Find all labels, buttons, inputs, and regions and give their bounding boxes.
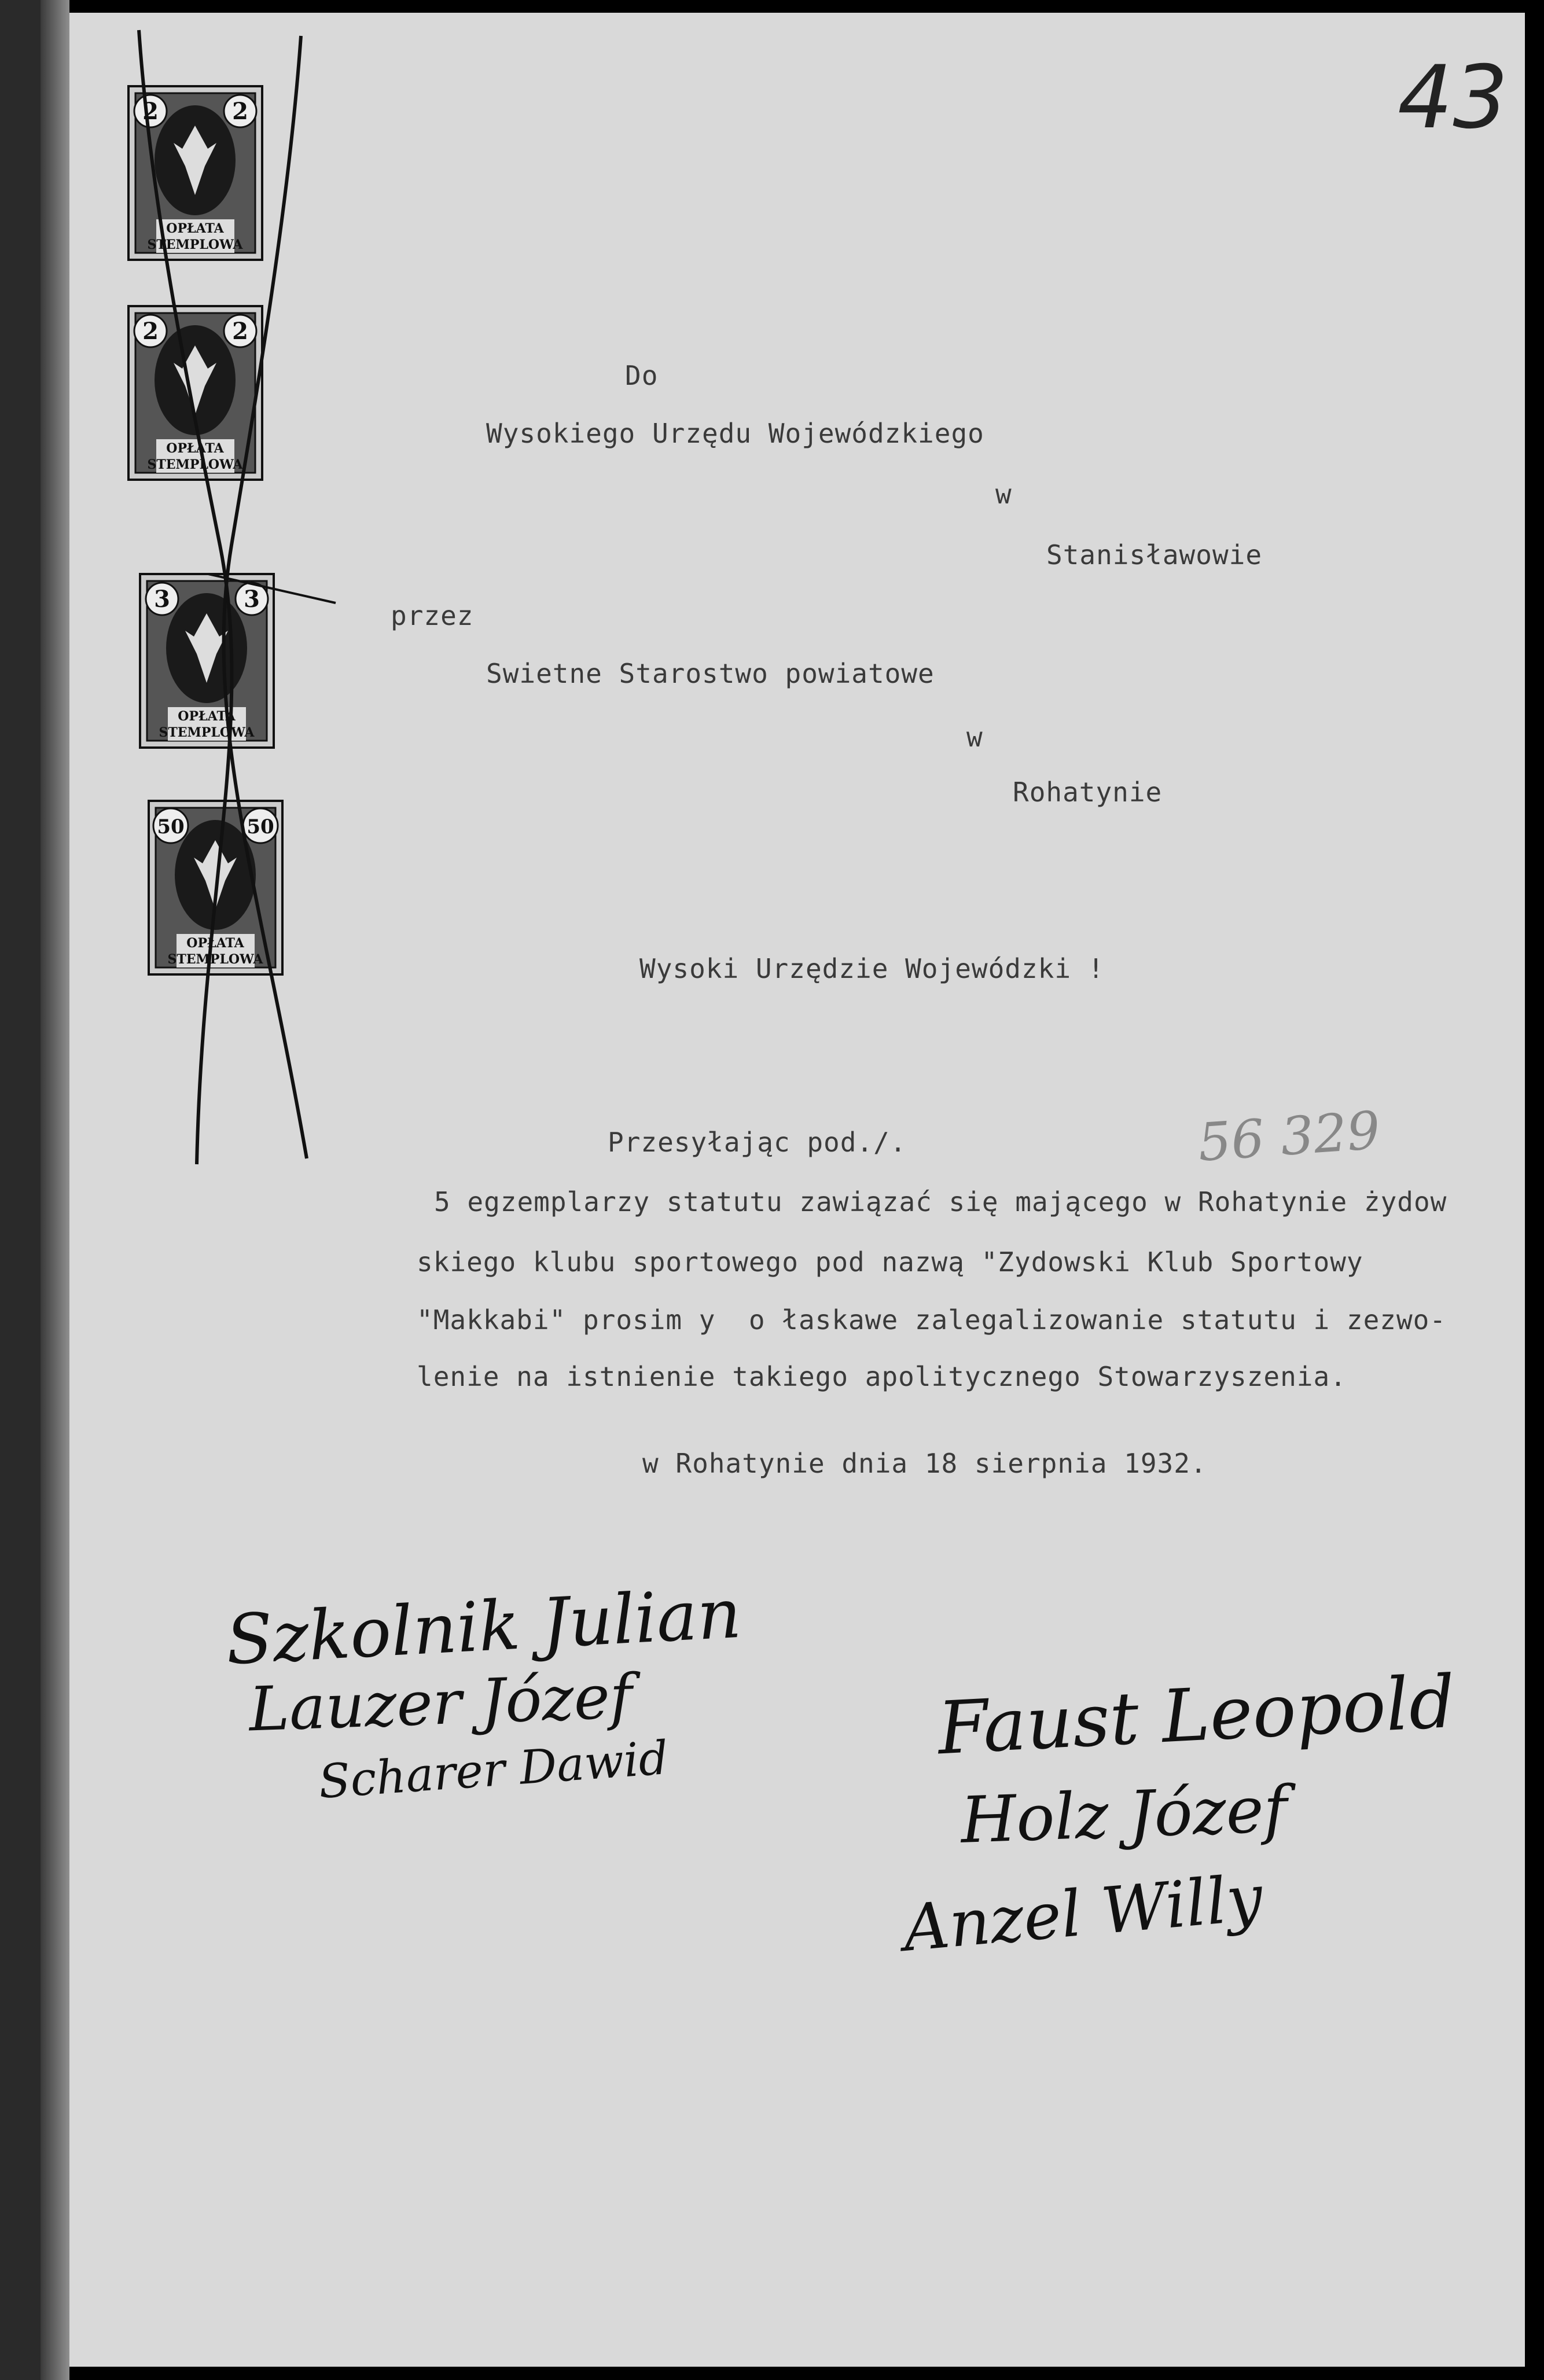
scan-left-edge xyxy=(0,0,69,2380)
body-line-4: "Makkabi" prosim y o łaskawe zalegalizowanie statutu i zezwo- xyxy=(417,1304,1447,1336)
body-line-5: lenie na istnienie takiego apolitycznego Stowarzyszenia. xyxy=(417,1361,1347,1392)
svg-text:STEMPLOWA: STEMPLOWA xyxy=(147,457,243,472)
signature-left-3: Scharer Dawid xyxy=(317,1731,670,1809)
cancellation-strokes xyxy=(116,24,347,1170)
address-city2: Rohatynie xyxy=(1013,777,1163,808)
signature-left-2: Lauzer Józef xyxy=(248,1661,634,1745)
svg-text:2: 2 xyxy=(142,318,159,345)
address-przez: przez xyxy=(391,600,474,631)
signature-right-1: Faust Leopold xyxy=(935,1660,1458,1771)
svg-text:OPŁATA: OPŁATA xyxy=(186,936,244,951)
document-page xyxy=(69,13,1525,2367)
svg-text:2: 2 xyxy=(232,318,248,345)
svg-text:3: 3 xyxy=(244,586,260,613)
margin-note: 56 329 xyxy=(1196,1100,1383,1174)
address-w2: w xyxy=(966,722,983,753)
svg-text:OPŁATA: OPŁATA xyxy=(166,221,224,236)
svg-text:OPŁATA: OPŁATA xyxy=(166,441,224,456)
svg-text:STEMPLOWA: STEMPLOWA xyxy=(167,952,263,967)
signature-left-1: Szkolnik Julian xyxy=(223,1573,744,1680)
salutation: Wysoki Urzędzie Wojewódzki ! xyxy=(639,953,1105,984)
svg-text:50: 50 xyxy=(157,815,185,838)
svg-text:STEMPLOWA: STEMPLOWA xyxy=(147,237,243,252)
svg-text:STEMPLOWA: STEMPLOWA xyxy=(159,725,255,740)
address-do: Do xyxy=(625,360,659,391)
body-line-2: 5 egzemplarzy statutu zawiązać się mającego w Rohatynie żydow xyxy=(434,1186,1447,1217)
address-office: Wysokiego Urzędu Wojewódzkiego xyxy=(486,418,984,449)
signature-right-3: Anzel Willy xyxy=(900,1860,1266,1966)
svg-text:OPŁATA: OPŁATA xyxy=(178,709,236,724)
page-number: 43 xyxy=(1398,47,1508,148)
signature-right-2: Holz Józef xyxy=(959,1772,1289,1857)
address-via: Swietne Starostwo powiatowe xyxy=(486,658,935,689)
stamp-denomination-left: 2 xyxy=(142,98,159,125)
date-line: w Rohatynie dnia 18 sierpnia 1932. xyxy=(642,1448,1207,1479)
svg-text:50: 50 xyxy=(247,815,274,838)
address-w1: w xyxy=(995,479,1012,510)
body-line-3: skiego klubu sportowego pod nazwą "Zydowski Klub Sportowy xyxy=(417,1246,1363,1278)
address-city1: Stanisławowie xyxy=(1046,539,1263,571)
stamp-denomination-right: 2 xyxy=(232,98,248,125)
svg-text:3: 3 xyxy=(154,586,170,613)
body-line-1: Przesyłając pod./. xyxy=(608,1127,907,1158)
